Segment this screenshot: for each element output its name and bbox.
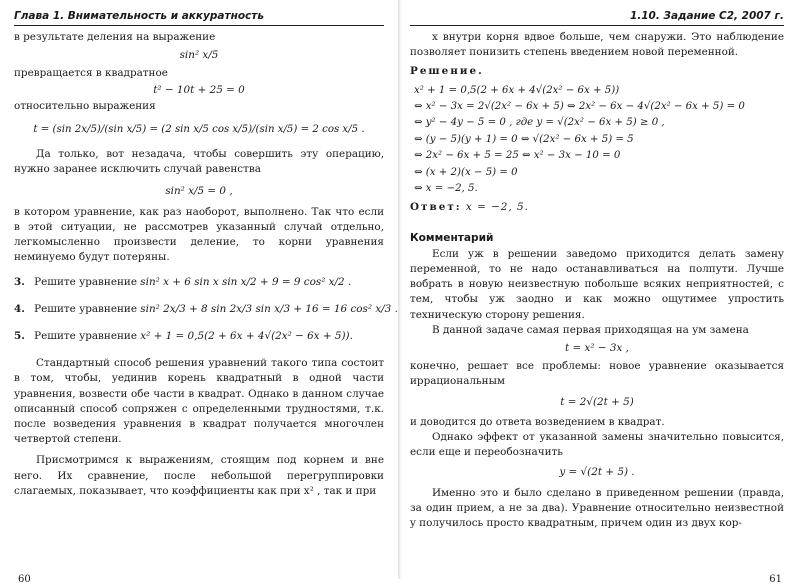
problem-number: 5.	[14, 330, 25, 343]
right-paragraph-1: x внутри корня вдвое больше, чем снаружи. Это наблюдение позволяет понизить степень введением новой переменной.	[410, 31, 784, 59]
answer-label: Ответ:	[410, 201, 462, 214]
problem-number: 4.	[14, 302, 25, 315]
comment-paragraph-2: В данной задаче самая первая приходящая на ум замена	[432, 323, 749, 336]
eq-y-substitution: y = √(2t + 5) .	[559, 465, 635, 478]
solution-step: x² + 1 = 0,5(2 + 6x + 4√(2x² − 6x + 5))	[414, 84, 620, 96]
solution-step: ⇔ y² − 4y − 5 = 0 , где y = √(2x² − 6x + 5) ≥ 0 ,	[414, 117, 665, 129]
problem-equation: x² + 1 = 0,5(2 + 6x + 4√(2x² − 6x + 5)).	[140, 330, 353, 343]
book-gutter	[398, 0, 402, 579]
left-page	[0, 0, 398, 585]
left-line-2: превращается в квадратное	[14, 67, 168, 80]
problem-4	[14, 302, 398, 317]
left-paragraph-3: Стандартный способ решения уравнений такого типа состоит в том, чтобы, уединив корень квадратный в одной части уравнения, возвести обе части в квадрат. Однако в данном случае описанный способ сопряжен с определенными трудностями, т.к. после возведения уравнения в квадрат получается многочлен четвертой степени.	[14, 357, 384, 446]
right-running-header	[410, 4, 784, 26]
comment-title: Комментарий	[410, 231, 494, 244]
left-page-content	[14, 30, 398, 499]
left-paragraph-2: в котором уравнение, как раз наоборот, выполнено. Так что если в этой ситуации, не рассмотрев указанный случай отдельно, легкомысленно произвести деление, то корни уравнения неминуемо будут потеряны.	[14, 205, 384, 264]
comment-paragraph-1: Если уж в решении заведомо приходится делать замену переменной, то не надо останавливаться на полпути. Лучше вобрать в новую неизвестную побольше всяких неприятностей, с тем, чтобы уж заодно и как можно ощутимее упростить техническую сторону решения.	[410, 247, 784, 321]
problem-3	[14, 275, 384, 290]
answer-line	[410, 200, 784, 215]
left-line-1: в результате деления на выражение	[14, 31, 216, 43]
comment-paragraph-3: конечно, решает все проблемы: новое уравнение оказывается иррациональным	[410, 360, 784, 388]
right-header-text: 1.10. Задание C2, 2007 г.	[629, 10, 784, 22]
solution-step: ⇔ x² − 3x = 2√(2x² − 6x + 5) ⇔ 2x² − 6x − 4√(2x² − 6x + 5) = 0	[414, 101, 745, 113]
eq-t-definition: t = (sin 2x/5)/(sin x/5) = (2 sin x/5 cos x/5)/(sin x/5) = 2 cos x/5 .	[33, 124, 365, 136]
solution-title: Решение.	[410, 65, 484, 78]
comment-paragraph-4: и доводится до ответа возведением в квадрат.	[410, 415, 665, 428]
left-paragraph-1: Да только, вот незадача, чтобы совершить эту операцию, нужно заранее исключить случай равенства	[14, 148, 384, 176]
comment-paragraph-5: Однако эффект от указанной замены значительно повысится, если еще и переобозначить	[410, 431, 784, 459]
problem-5	[14, 329, 384, 344]
solution-step: ⇔ (y − 5)(y + 1) = 0 ⇔ √(2x² − 6x + 5) = 5	[414, 133, 634, 145]
problem-text: Решите уравнение	[34, 302, 137, 315]
problem-number: 3.	[14, 275, 25, 288]
answer-value: x = −2, 5.	[465, 201, 529, 214]
solution-step: ⇔ 2x² − 6x + 5 = 25 ⇔ x² − 3x − 10 = 0	[414, 150, 621, 162]
problem-text: Решите уравнение	[34, 275, 137, 288]
left-page-number: 60	[18, 574, 31, 585]
solution-step: ⇔ (x + 2)(x − 5) = 0	[414, 166, 518, 178]
problem-equation: sin² x + 6 sin x sin x/2 + 9 = 9 cos² x/2 .	[140, 275, 352, 288]
solution-steps	[410, 83, 784, 198]
solution-step: ⇔ x = −2, 5.	[414, 183, 478, 195]
right-page	[398, 0, 800, 585]
eq-t-substitution: t = x² − 3x ,	[565, 342, 629, 355]
problem-list	[14, 275, 398, 345]
left-line-3: относительно выражения	[14, 99, 156, 112]
right-page-number: 61	[769, 574, 782, 585]
comment-paragraph-6: Именно это и было сделано в приведенном решении (правда, за один прием, а не за два). Уравнение относительно неизвестной y получилось просто квадратным, причем один из двух кор-	[410, 486, 784, 530]
problem-text: Решите уравнение	[34, 330, 137, 343]
eq-quadratic: t² − 10t + 25 = 0	[153, 83, 245, 96]
left-paragraph-4: Присмотримся к выражениям, стоящим под корнем и вне него. Их сравнение, после небольшой перегруппировки слагаемых, показывает, что коэффициенты как при x² , так и при	[14, 454, 384, 497]
left-header-text: Глава 1. Внимательность и аккуратность	[14, 10, 264, 22]
eq-t-irrational: t = 2√(2t + 5)	[560, 395, 634, 408]
right-page-content	[410, 30, 784, 531]
problem-equation: sin² 2x/3 + 8 sin 2x/3 sin x/3 + 16 = 16 cos² x/3 .	[140, 302, 398, 315]
left-running-header	[14, 4, 384, 26]
eq-sin-squared: sin² x/5	[179, 49, 219, 62]
eq-sin-zero: sin² x/5 = 0 ,	[165, 184, 233, 197]
